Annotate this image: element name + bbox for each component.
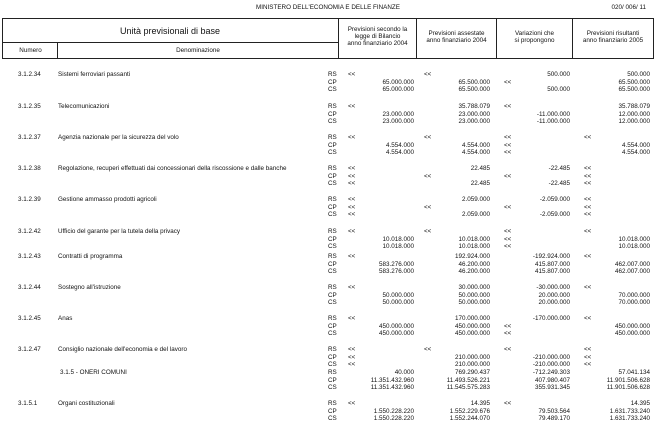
col-header-line: anno finanziario 2005 <box>582 37 644 45</box>
page-code: 020/ 006/ 11 <box>611 4 646 11</box>
row-type: CS <box>328 384 337 392</box>
row-type: CP <box>328 407 337 415</box>
row-value: << <box>504 134 512 141</box>
row-type: RS <box>328 134 337 141</box>
row-value: 192.924.000 <box>454 253 490 260</box>
row-value: 20.000.000 <box>538 299 570 307</box>
row-value: 462.007.000 <box>614 260 650 268</box>
row-value: 500.000 <box>547 86 570 94</box>
table-row <box>0 369 656 393</box>
row-type: CP <box>328 291 337 299</box>
row-value: 35.788.079 <box>458 103 490 110</box>
row-value: 46.200.000 <box>458 260 490 268</box>
ministry-title: MINISTERO DELL'ECONOMIA E DELLE FINANZE <box>256 4 400 11</box>
row-value: 1.552.229.676 <box>449 407 490 415</box>
row-value: << <box>348 172 356 180</box>
row-value: -2.059.000 <box>539 196 570 203</box>
col-header-risultanti <box>573 30 653 44</box>
row-value: 65.500.000 <box>458 86 490 94</box>
row-value: << <box>584 253 592 260</box>
table-row <box>0 346 656 370</box>
col-header-line: Previsioni secondo la <box>347 26 408 33</box>
row-type: CP <box>328 203 337 211</box>
row-value: 70.000.000 <box>618 299 650 307</box>
table-row <box>0 71 656 95</box>
row-value: 50.000.000 <box>382 299 414 307</box>
row-value: << <box>504 400 512 407</box>
row-number: 3.1.2.39 <box>18 196 41 203</box>
row-value: << <box>504 78 512 86</box>
row-value: << <box>584 228 592 235</box>
row-value: << <box>584 203 592 211</box>
row-type: RS <box>328 228 337 235</box>
col-header-line: legge di Bilancio <box>354 33 401 41</box>
row-value: << <box>348 228 356 235</box>
row-value: << <box>584 346 592 353</box>
row-value: 355.931.345 <box>534 384 570 392</box>
row-type: RS <box>328 71 337 78</box>
row-type: CS <box>328 415 337 423</box>
row-denomination: Agenzia nazionale per la sicurezza del volo <box>58 134 179 141</box>
row-type: RS <box>328 253 337 260</box>
row-type: CS <box>328 86 337 94</box>
row-value: << <box>584 180 592 188</box>
row-value: 11.545.575.283 <box>446 384 490 392</box>
row-value: 65.500.000 <box>618 86 650 94</box>
row-denomination: Telecomunicazioni <box>58 103 110 110</box>
row-value: << <box>348 180 356 188</box>
row-value: 11.901.506.628 <box>606 376 650 384</box>
row-value: 10.018.000 <box>382 235 414 243</box>
row-number: 3.1.2.44 <box>18 284 41 291</box>
row-value: 65.000.000 <box>382 78 414 86</box>
row-type: CP <box>328 235 337 243</box>
row-value: 50.000.000 <box>458 291 490 299</box>
row-value: 500.000 <box>627 71 650 78</box>
row-value: 35.788.079 <box>618 103 650 110</box>
row-value: 1.550.228.220 <box>373 415 414 423</box>
row-value: 65.500.000 <box>618 78 650 86</box>
row-number: 3.1.2.43 <box>18 253 41 260</box>
row-denomination: Sistemi ferroviari passanti <box>58 71 131 78</box>
table-row <box>0 134 656 158</box>
row-value: 22.485 <box>470 180 490 188</box>
col-header-assestate <box>417 30 496 44</box>
row-denomination: Consiglio nazionale dell'economia e del lavoro <box>58 346 187 353</box>
row-type: CP <box>328 322 337 330</box>
row-type: CP <box>328 110 337 118</box>
row-value: -22.485 <box>548 180 570 188</box>
row-type: CS <box>328 118 337 126</box>
row-type: CS <box>328 361 337 369</box>
row-value: 450.000.000 <box>378 322 414 330</box>
row-value: 10.018.000 <box>618 235 650 243</box>
row-value: -170.000.000 <box>532 315 570 322</box>
row-value: << <box>584 172 592 180</box>
col-header-line: Variazioni che <box>514 30 555 37</box>
row-value: -30.000.000 <box>536 284 570 291</box>
row-value: 46.200.000 <box>458 268 490 276</box>
row-value: << <box>504 203 512 211</box>
row-value: 65.500.000 <box>458 78 490 86</box>
row-value: 23.000.000 <box>458 118 490 126</box>
row-value: 22.485 <box>470 165 490 172</box>
row-value: 210.000.000 <box>454 361 490 369</box>
row-value: 50.000.000 <box>458 299 490 307</box>
row-value: << <box>504 346 512 353</box>
row-type: RS <box>328 165 337 172</box>
row-value: 1.631.733.240 <box>609 415 650 423</box>
row-value: << <box>504 330 512 338</box>
col-header-line: si propongono <box>514 37 555 45</box>
row-value: 23.000.000 <box>382 118 414 126</box>
row-number: 3.1.2.47 <box>18 346 41 353</box>
row-number: 3.1.2.42 <box>18 228 41 235</box>
row-value: 11.351.432.960 <box>370 384 414 392</box>
row-value: 4.554.000 <box>621 149 650 157</box>
row-value: << <box>348 361 356 369</box>
row-value: 12.000.000 <box>618 110 650 118</box>
row-value: << <box>504 243 512 251</box>
table-row <box>0 253 656 277</box>
row-value: << <box>348 315 356 322</box>
row-value: 4.554.000 <box>385 149 414 157</box>
col-header-line: Previsioni risultanti <box>586 30 640 37</box>
row-value: << <box>504 228 512 235</box>
row-value: 1.631.733.240 <box>609 407 650 415</box>
row-value: << <box>584 315 592 322</box>
row-value: 450.000.000 <box>454 330 490 338</box>
row-value: << <box>504 149 512 157</box>
row-value: << <box>584 196 592 203</box>
row-denomination: Anas <box>58 315 73 322</box>
row-value: << <box>348 400 356 407</box>
row-value: 583.276.000 <box>378 268 414 276</box>
col-header-line: anno finanziario 2004 <box>426 37 487 45</box>
row-value: << <box>504 103 512 110</box>
col-numero: Numero <box>19 47 42 54</box>
row-value: 11.351.432.960 <box>370 376 414 384</box>
row-value: 14.395 <box>470 400 490 407</box>
row-denomination: Contratti di programma <box>58 253 123 260</box>
table-row <box>0 284 656 308</box>
row-type: CS <box>328 243 337 251</box>
row-value: 50.000.000 <box>382 291 414 299</box>
row-value: -11.000.000 <box>536 118 570 126</box>
row-value: 23.000.000 <box>458 110 490 118</box>
row-type: CP <box>328 260 337 268</box>
row-value: << <box>504 172 512 180</box>
row-value: 4.554.000 <box>461 149 490 157</box>
row-value: << <box>348 211 356 219</box>
row-type: RS <box>328 103 337 110</box>
row-value: << <box>504 141 512 149</box>
table-row <box>0 400 656 424</box>
row-number: 3.1.2.38 <box>18 165 41 172</box>
row-value: << <box>348 253 356 260</box>
row-value: 450.000.000 <box>614 322 650 330</box>
row-value: 415.807.000 <box>534 268 570 276</box>
row-value: << <box>348 353 356 361</box>
row-value: << <box>424 346 432 353</box>
col-denominazione: Denominazione <box>176 47 220 54</box>
row-denomination: Gestione ammasso prodotti agricoli <box>58 196 157 203</box>
row-value: 12.000.000 <box>618 118 650 126</box>
row-number: 3.1.2.34 <box>18 71 41 78</box>
row-number: 3.1.2.37 <box>18 134 41 141</box>
row-value: 450.000.000 <box>378 330 414 338</box>
row-type: CP <box>328 353 337 361</box>
row-value: 20.000.000 <box>538 291 570 299</box>
row-value: 450.000.000 <box>454 322 490 330</box>
row-value: << <box>504 235 512 243</box>
row-type: RS <box>328 315 337 322</box>
row-value: 210.000.000 <box>454 353 490 361</box>
row-value: -11.000.000 <box>536 110 570 118</box>
row-value: 79.489.170 <box>538 415 570 423</box>
row-type: CP <box>328 376 337 384</box>
row-value: << <box>348 203 356 211</box>
row-value: 11.901.506.628 <box>606 384 650 392</box>
row-value: 4.554.000 <box>461 141 490 149</box>
table-row <box>0 228 656 252</box>
row-number: 3.1.5.1 <box>18 400 38 407</box>
row-value: << <box>584 284 592 291</box>
row-value: 500.000 <box>547 71 570 78</box>
row-type: RS <box>328 400 337 407</box>
row-type: CS <box>328 180 337 188</box>
row-value: << <box>424 71 432 78</box>
row-value: << <box>584 134 592 141</box>
row-value: 1.552.244.070 <box>449 415 490 423</box>
table-row <box>0 196 656 220</box>
row-value: -192.924.000 <box>532 253 570 260</box>
unit-title: Unità previsionali di base <box>119 26 221 36</box>
row-type: RS <box>328 284 337 291</box>
row-denomination: Organi costituzionali <box>58 400 115 407</box>
row-value: << <box>424 203 432 211</box>
row-number: 3.1.2.45 <box>18 315 41 322</box>
row-value: 415.807.000 <box>534 260 570 268</box>
row-value: << <box>424 134 432 141</box>
row-value: 10.018.000 <box>458 235 490 243</box>
row-value: 23.000.000 <box>382 110 414 118</box>
row-value: 10.018.000 <box>382 243 414 251</box>
row-value: 14.395 <box>630 400 650 407</box>
col-header-variazioni <box>497 30 572 44</box>
row-denomination: 3.1.5 - ONERI COMUNI <box>60 369 127 376</box>
row-type: RS <box>328 346 337 353</box>
row-value: 583.276.000 <box>378 260 414 268</box>
row-value: 2.059.000 <box>461 211 490 219</box>
row-value: << <box>348 196 356 203</box>
row-value: << <box>424 228 432 235</box>
row-value: 30.000.000 <box>458 284 490 291</box>
row-value: -712.249.303 <box>532 369 570 376</box>
row-type: CS <box>328 268 337 276</box>
row-value: << <box>348 346 356 353</box>
row-value: 57.041.134 <box>618 369 650 376</box>
row-denomination: Sostegno all'istruzione <box>58 284 121 291</box>
row-value: -22.485 <box>548 165 570 172</box>
table-row <box>0 103 656 127</box>
row-value: -210.000.000 <box>532 361 570 369</box>
row-type: CS <box>328 299 337 307</box>
row-value: 65.000.000 <box>382 86 414 94</box>
row-value: << <box>348 71 356 78</box>
row-value: -210.000.000 <box>532 353 570 361</box>
row-denomination: Regolazione, recuperi effettuati dai concessionari della riscossione e dalle banche <box>58 165 287 172</box>
row-value: 4.554.000 <box>385 141 414 149</box>
row-value: << <box>584 211 592 219</box>
row-value: 11.493.526.221 <box>446 376 490 384</box>
col-header-legge <box>339 26 416 48</box>
row-value: 79.503.564 <box>538 407 570 415</box>
table-row <box>0 165 656 189</box>
row-value: << <box>584 361 592 369</box>
row-value: << <box>348 165 356 172</box>
row-value: << <box>424 172 432 180</box>
row-value: 1.550.228.220 <box>373 407 414 415</box>
row-value: 2.059.000 <box>461 196 490 203</box>
row-type: RS <box>328 196 337 203</box>
row-type: CS <box>328 330 337 338</box>
table-row <box>0 315 656 339</box>
row-value: -2.059.000 <box>539 211 570 219</box>
row-value: << <box>504 322 512 330</box>
row-value: 407.980.407 <box>534 376 570 384</box>
row-denomination: Ufficio del garante per la tutela della privacy <box>58 228 181 235</box>
row-value: << <box>584 353 592 361</box>
row-value: << <box>584 165 592 172</box>
row-type: RS <box>328 369 337 376</box>
row-value: 10.018.000 <box>458 243 490 251</box>
row-number: 3.1.2.35 <box>18 103 41 110</box>
row-value: << <box>348 134 356 141</box>
row-value: 462.007.000 <box>614 268 650 276</box>
row-value: 450.000.000 <box>614 330 650 338</box>
row-value: 170.000.000 <box>454 315 490 322</box>
row-value: 4.554.000 <box>621 141 650 149</box>
row-type: CP <box>328 78 337 86</box>
row-type: CP <box>328 172 337 180</box>
row-value: << <box>348 103 356 110</box>
col-header-line: anno finanziario 2004 <box>347 40 408 48</box>
col-header-line: Previsioni assestate <box>428 30 485 37</box>
row-value: 769.290.437 <box>454 369 490 376</box>
row-type: CS <box>328 149 337 157</box>
row-type: CS <box>328 211 337 219</box>
row-value: << <box>348 284 356 291</box>
row-type: CP <box>328 141 337 149</box>
row-value: 70.000.000 <box>618 291 650 299</box>
row-value: 40.000 <box>394 369 414 376</box>
row-value: 10.018.000 <box>618 243 650 251</box>
